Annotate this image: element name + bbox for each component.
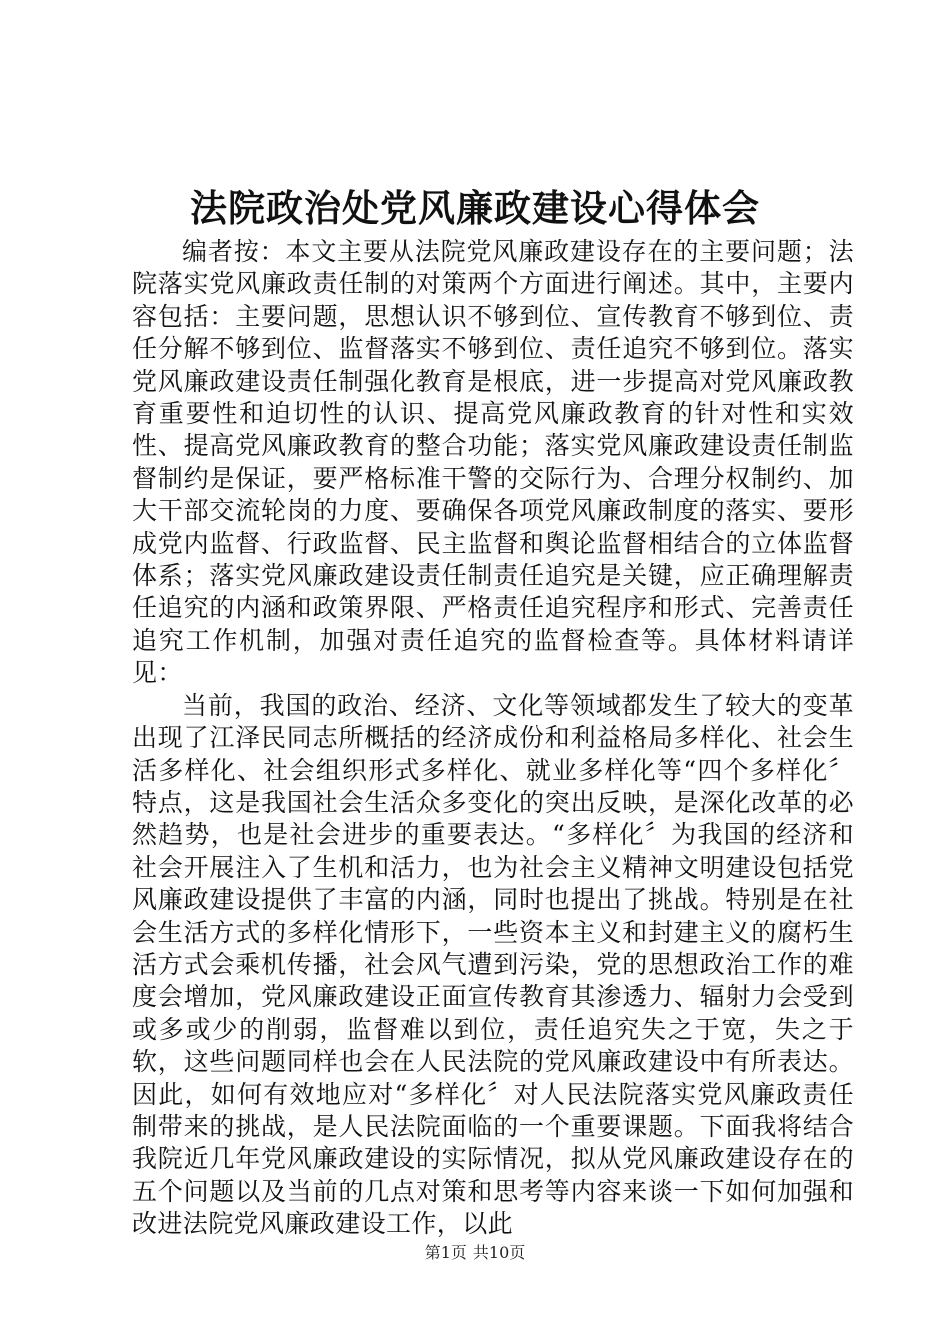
document-body bbox=[132, 236, 854, 1241]
document-title: 法院政治处党风廉政建设心得体会 bbox=[190, 186, 760, 230]
page-total: 共10页 bbox=[472, 1243, 526, 1262]
body-paragraph: 当前，我国的政治、经济、文化等领域都发生了较大的变革出现了江泽民同志所概括的经济成份和利益格局多样化、社会生活多样化、社会组织形式多样化、就业多样化等“四个多样化〞特点，这是我国社会生活众多变化的突出反映，是深化改革的必然趋势，也是社会进步的重要表达。“多样化〞为我国的经济和社会开展注入了生机和活力，也为社会主义精神文明建设包括党风廉政建设提供了丰富的内涵，同时也提出了挑战。特别是在社会生活方式的多样化情形下，一些资本主义和封建主义的腐朽生活方式会乘机传播，社会风气遭到污染，党的思想政治工作的难度会增加，党风廉政建设正面宣传教育其渗透力、辐射力会受到或多或少的削弱，监督难以到位，责任追究失之于宽，失之于软，这些问题同样也会在人民法院的党风廉政建设中有所表达。因此，如何有效地应对“多样化〞对人民法院落实党风廉政责任制带来的挑战，是人民法院面临的一个重要课题。下面我将结合我院近几年党风廉政建设的实际情况，拟从党风廉政建设存在的五个问题以及当前的几点对策和思考等内容来谈一下如何加强和改进法院党风廉政建设工作，以此 bbox=[132, 690, 854, 1239]
page-number: 第1页 bbox=[424, 1243, 467, 1262]
editor-note-paragraph: 编者按：本文主要从法院党风廉政建设存在的主要问题；法院落实党风廉政责任制的对策两个方面进行阐述。其中，主要内容包括：主要问题，思想认识不够到位、宣传教育不够到位、责任分解不够到位、监督落实不够到位、责任追究不够到位。落实党风廉政建设责任制强化教育是根底，进一步提高对党风廉政教育重要性和迫切性的认识、提高党风廉政教育的针对性和实效性、提高党风廉政教育的整合功能；落实党风廉政建设责任制监督制约是保证，要严格标准干警的交际行为、合理分权制约、加大干部交流轮岗的力度、要确保各项党风廉政制度的落实、要形成党内监督、行政监督、民主监督和舆论监督相结合的立体监督体系；落实党风廉政建设责任制责任追究是关键，应正确理解责任追究的内涵和政策界限、严格责任追究程序和形式、完善责任追究工作机制，加强对责任追究的监督检查等。具体材料请详见： bbox=[132, 237, 854, 688]
page-footer bbox=[0, 1241, 950, 1265]
